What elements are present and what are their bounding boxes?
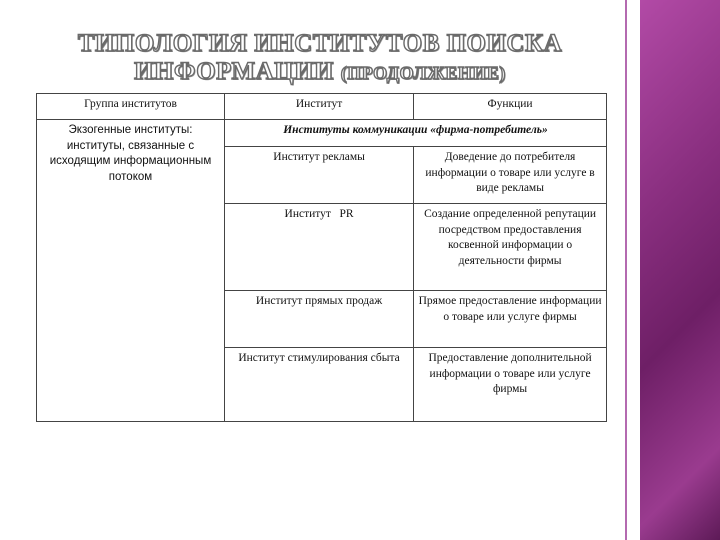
group-cell: Экзогенные институты: институты, связанные с исходящим информационным потоком xyxy=(37,120,225,422)
title-line-2 xyxy=(60,58,580,87)
table-header-row xyxy=(37,94,607,120)
institute-cell: Институт PR xyxy=(224,204,413,291)
decorative-side-band xyxy=(640,0,720,540)
institute-cell: Институт рекламы xyxy=(224,147,413,204)
title-line-1: ТИПОЛОГИЯ ИНСТИТУТОВ ПОИСКА xyxy=(77,30,563,57)
header-functions: Функции xyxy=(414,94,607,120)
function-cell: Прямое предоставление информации о товаре или услуге фирмы xyxy=(414,291,607,348)
function-cell: Создание определенной репутации посредством предоставления косвенной информации о деятельности фирмы xyxy=(414,204,607,291)
institute-cell: Институт стимулирования сбыта xyxy=(224,348,413,422)
title-line-2-paren: (ПРОДОЛЖЕНИЕ) xyxy=(340,63,506,83)
function-cell: Доведение до потребителя информации о товаре или услуге в виде рекламы xyxy=(414,147,607,204)
header-group: Группа институтов xyxy=(37,94,225,120)
decorative-line xyxy=(625,0,627,540)
title-line-2-main: ИНФОРМАЦИИ xyxy=(134,58,334,85)
function-cell: Предоставление дополнительной информации о товаре или услуге фирмы xyxy=(414,348,607,422)
slide-title xyxy=(60,30,580,87)
typology-table xyxy=(36,93,607,422)
subgroup-cell: Институты коммуникации «фирма-потребитель» xyxy=(224,120,606,147)
table-row xyxy=(37,120,607,147)
institute-cell: Институт прямых продаж xyxy=(224,291,413,348)
header-institute: Институт xyxy=(224,94,413,120)
